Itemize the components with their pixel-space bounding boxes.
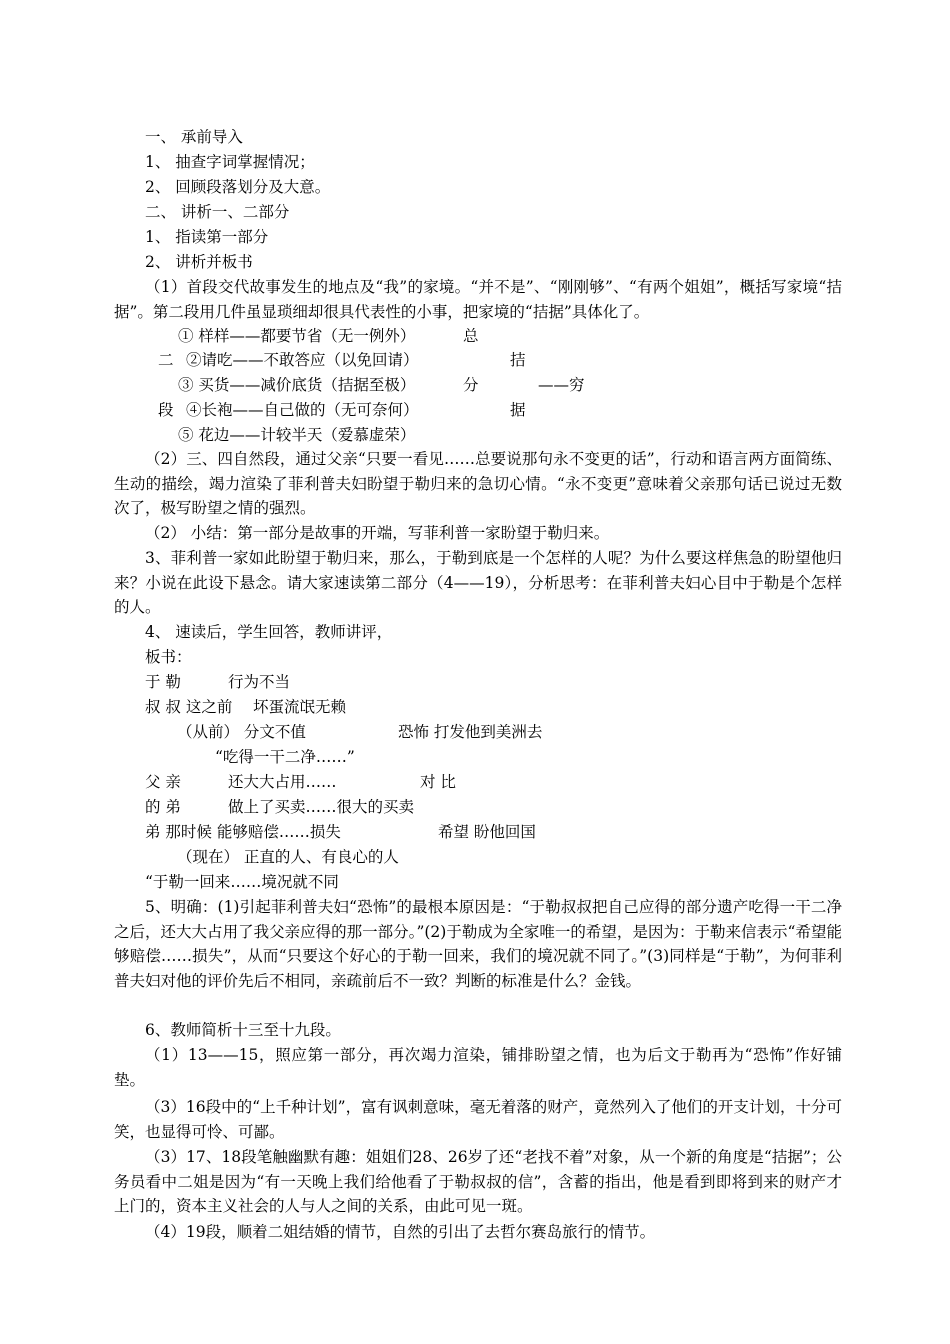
board-row: 对 比	[420, 773, 456, 791]
paragraph: （3）17、18段笔触幽默有趣：姐姐们28、26岁了还“老找不着”对象，从一个新的角度是“拮据”；公务员看中二姐是因为“有一天晚上我们给他看了于勒叔叔的信”，含蓄的指出，他是看到即将到来的财产才上门的，资本主义社会的人与人之间的关系，由此可见一斑。	[114, 1148, 842, 1215]
paragraph: （1）13——15，照应第一部分，再次竭力渲染，铺排盼望之情，也为后文于勒再为“恐怖”作好铺垫。	[114, 1046, 842, 1089]
board-row: 弟 那时候 能够赔偿……损失	[145, 823, 341, 841]
board-row: 坏蛋流氓无赖	[253, 698, 347, 716]
paragraph: 3、菲利普一家如此盼望于勒归来，那么，于勒到底是一个怎样的人呢？为什么要这样焦急的盼望他归来？小说在此设下悬念。请大家速读第二部分（4——19），分析思考：在菲利普夫妇心目中于勒是个怎样的人。	[114, 549, 842, 616]
board-label: 分	[463, 376, 479, 394]
board-row: （从前） 分文不值	[177, 723, 306, 741]
board-label: ——穷	[538, 376, 585, 394]
paragraph: （2）三、四自然段，通过父亲“只要一看见……总要说那句永不变更的话”，行动和语言两方面简练、生动的描绘，竭力渲染了菲利普夫妇盼望于勒归来的急切心情。“永不变更”意味着父亲那句话已说过无数次了，极写盼望之情的强烈。	[114, 450, 842, 517]
board-row: ④长袍——自己做的（无可奈何）	[186, 401, 419, 419]
board-label: 据	[510, 401, 526, 419]
board-title: 板书：	[145, 648, 192, 666]
board-row: 做上了买卖……很大的买卖	[228, 798, 415, 816]
board-row: 希望 盼他回国	[438, 823, 536, 841]
board-row: ③ 买货——减价底货（拮据至极）	[178, 376, 416, 394]
section-heading-1: 一、 承前导入	[145, 128, 243, 146]
list-item: 2、 回顾段落划分及大意。	[145, 178, 331, 196]
board-label: 二	[158, 351, 174, 369]
board-row: ②请吃——不敢答应（以免回请）	[186, 351, 419, 369]
board-row: “于勒一回来……境况就不同	[145, 873, 339, 891]
paragraph: （1）首段交代故事发生的地点及“我”的家境。“并不是”、“刚刚够”、“有两个姐姐”，概括写家境“拮据”。第二段用几件虽显琐细却很具代表性的小事，把家境的“拮据”具体化了。	[114, 278, 842, 321]
paragraph: （3）16段中的“上千种计划”，富有讽刺意味，毫无着落的财产，竟然列入了他们的开支计划，十分可笑，也显得可怜、可鄙。	[114, 1098, 842, 1141]
board-row: ⑤ 花边——计较半天（爱慕虚荣）	[178, 426, 416, 444]
board-row: ① 样样——都要节省（无一例外）	[178, 327, 416, 345]
board-label: 段	[158, 401, 174, 419]
board-row: 还大大占用……	[228, 773, 337, 791]
paragraph: 5、明确：(1)引起菲利普夫妇“恐怖”的最根本原因是：“于勒叔叔把自己应得的部分遗产吃得一干二净之后，还大大占用了我父亲应得的那一部分。”(2)于勒成为全家唯一的希望，是因为：于勒来信表示“希望能够赔偿……损失”，从而“只要这个好心的于勒一回来，我们的境况就不同了。”(3)同样是“于勒”，为何菲利普夫妇对他的评价先后不相同，亲疏前后不一致？判断的标准是什么？金钱。	[114, 898, 842, 990]
board-label: 拮	[510, 351, 526, 369]
board-label: 总	[463, 327, 479, 345]
board-row: 行为不当	[228, 673, 291, 691]
board-row: 父 亲	[145, 773, 181, 791]
paragraph: 6、教师简析十三至十九段。	[145, 1021, 341, 1039]
paragraph: 4、 速读后，学生回答，教师讲评，	[145, 623, 393, 641]
board-row: 于 勒	[145, 673, 181, 691]
board-row: 叔 叔 这之前	[145, 698, 233, 716]
list-item: 1、 指读第一部分	[145, 228, 269, 246]
section-heading-2: 二、 讲析一、二部分	[145, 203, 290, 221]
paragraph: （4）19段，顺着二姐结婚的情节，自然的引出了去哲尔赛岛旅行的情节。	[145, 1223, 656, 1241]
list-item: 1、 抽查字词掌握情况；	[145, 153, 315, 171]
board-row: 恐怖 打发他到美洲去	[398, 723, 543, 741]
board-row: 的 弟	[145, 798, 181, 816]
board-row: “吃得一干二净……”	[215, 748, 355, 766]
list-item: 2、 讲析并板书	[145, 253, 253, 271]
paragraph: （2） 小结：第一部分是故事的开端，写菲利普一家盼望于勒归来。	[145, 524, 610, 542]
board-row: （现在） 正直的人、有良心的人	[177, 848, 399, 866]
